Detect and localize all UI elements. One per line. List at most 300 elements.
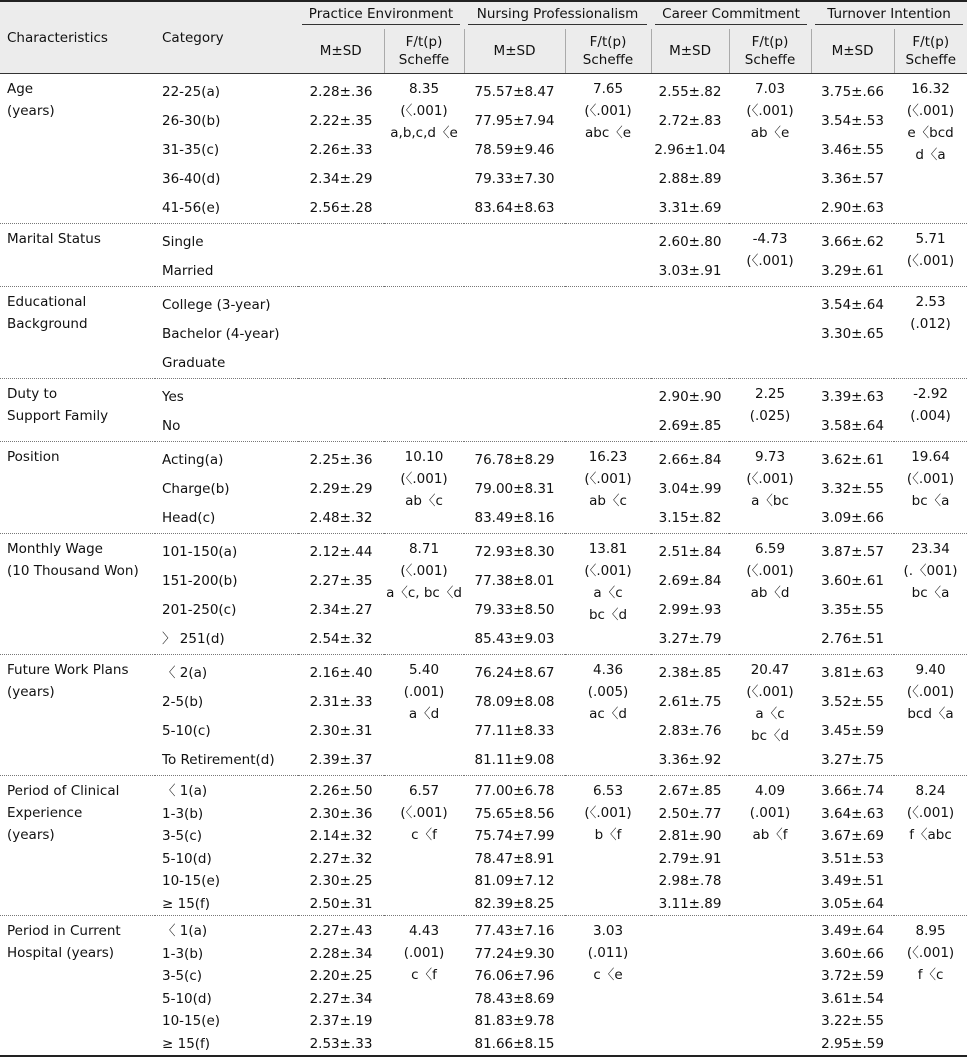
categories-value: 2-5(b) [162,694,204,710]
pe-value: 2.53±.33 [309,1035,373,1052]
np-stat-value: (〈.001) [584,805,632,821]
category-cell [155,916,298,1057]
cc-value: 2.55±.82 [658,84,722,100]
ti-value: 3.36±.57 [821,171,884,187]
table-row [0,74,967,224]
pe-value: 2.30±.25 [309,873,373,889]
ti-value: 3.39±.63 [821,389,884,405]
pe-stat-cell [384,287,464,379]
ti-value: 3.62±.61 [821,452,884,468]
cc-value: 3.31±.69 [658,200,722,216]
cc-value: 3.36±.92 [658,752,722,768]
cc-value: 3.11±.89 [658,895,722,912]
np-stat-value: bc〈d [588,607,628,623]
cc-stat-value: a〈c [755,706,785,722]
np-stat-value: 7.65 [592,81,624,97]
header-career-commitment: Career Commitment [651,1,811,29]
np-value: 77.00±6.78 [474,783,555,799]
pe-stat-cell [384,379,464,442]
np-value: 76.06±7.96 [474,968,555,984]
ti-msd-cell [811,442,894,534]
cc-stat-value: ab〈f [752,827,788,843]
characteristic-label: Period in Current [7,923,121,939]
categories-value: ≥ 15(f) [162,895,211,912]
categories-value: Married [162,263,214,279]
np-value: 75.74±7.99 [474,828,555,844]
categories-value: 3-5(c) [162,828,203,844]
characteristic-label: Experience [7,805,83,821]
characteristic-label: Duty to [7,386,58,402]
ti-stat-value: 23.34 [911,541,950,557]
ti-stat-cell [894,534,967,655]
ti-value: 3.05±.64 [821,895,884,912]
cc-stat-value: (〈.001) [746,471,794,487]
category-cell [155,287,298,379]
pe-stat-cell [384,442,464,534]
characteristic-label: Age [7,81,34,97]
categories-value: 10-15(e) [162,873,221,889]
ti-value: 3.60±.66 [821,945,884,962]
np-msd-cell [464,534,565,655]
pe-stat-cell [384,655,464,776]
ti-value: 3.35±.55 [821,602,884,618]
category-cell [155,655,298,776]
cc-stat-cell [729,916,811,1057]
categories-value: 151-200(b) [162,573,238,589]
pe-value: 2.28±.34 [309,945,373,962]
categories-value: Bachelor (4-year) [162,326,280,342]
ti-stat-value: 9.40 [915,662,946,678]
cc-stat-cell [729,379,811,442]
cc-msd-cell [651,287,729,379]
categories-value: 22-25(a) [162,84,221,100]
cc-stat-value: (.025) [749,408,791,424]
pe-stat-value: (〈.001) [400,805,448,821]
ti-stat-value: (〈.001) [906,684,955,700]
categories-value: To Retirement(d) [162,752,275,768]
np-stat-cell [565,916,651,1057]
cc-stat-value: ab〈d [750,585,790,601]
characteristic-label: Position [7,449,60,465]
np-stat-cell [565,287,651,379]
np-value: 78.09±8.08 [474,694,555,710]
categories-value: 〈 2(a) [162,665,208,681]
ti-value: 3.61±.54 [821,990,884,1007]
ti-stat-value: 8.24 [915,783,946,799]
cc-msd-cell [651,379,729,442]
ti-stat-value: 5.71 [915,231,946,247]
np-value: 77.11±8.33 [474,723,555,739]
cc-stat-value: -4.73 [752,231,788,247]
pe-stat-cell [384,534,464,655]
cc-msd-cell [651,655,729,776]
characteristic-cell [0,287,155,379]
cc-stat-value: 2.25 [755,386,786,402]
header-stat: F/t(p) Scheffe [384,29,464,74]
ti-stat-value: bcd〈a [907,706,954,722]
ti-value: 3.60±.61 [821,573,884,589]
ti-value: 3.51±.53 [821,850,884,867]
pe-msd-cell [298,379,384,442]
cc-value: 2.79±.91 [658,850,722,867]
characteristic-cell [0,379,155,442]
header-stat: F/t(p) Scheffe [729,29,811,74]
pe-stat-value: a〈d [408,706,440,722]
np-value: 85.43±9.03 [474,631,555,647]
np-stat-value: 13.81 [588,541,628,557]
categories-value: Single [162,234,204,250]
cc-stat-value: a〈bc [751,493,789,509]
category-cell [155,74,298,224]
np-stat-cell [565,534,651,655]
np-value: 79.33±7.30 [474,171,555,187]
pe-stat-value: 4.43 [408,923,440,939]
ti-value: 3.81±.63 [821,665,884,681]
pe-stat-value: a〈c, bc〈d [386,585,462,601]
categories-value: Yes [162,389,184,405]
np-value: 81.83±9.78 [474,1013,555,1029]
ti-stat-value: f〈abc [909,827,952,843]
ti-value: 3.29±.61 [821,263,884,279]
cc-stat-value: (〈.001) [746,103,794,119]
table-row [0,916,967,1057]
np-value: 78.43±8.69 [474,990,555,1007]
cc-value: 2.51±.84 [658,544,722,560]
characteristic-label: Support Family [7,408,109,424]
categories-value: 〈 1(a) [162,783,208,799]
cc-stat-cell [729,534,811,655]
pe-stat-value: 6.57 [408,783,440,799]
ti-stat-value: bc〈a [911,493,950,509]
categories-value: 5-10(c) [162,723,211,739]
ti-value: 3.45±.59 [821,723,884,739]
table-row [0,776,967,916]
categories-value: 41-56(e) [162,200,221,216]
cc-stat-value: 7.03 [755,81,786,97]
header-msd: M±SD [811,29,894,74]
ti-stat-cell [894,442,967,534]
ti-value: 3.49±.64 [821,923,884,939]
pe-msd-cell [298,287,384,379]
cc-value: 2.67±.85 [658,783,722,799]
categories-value: Acting(a) [162,452,224,468]
pe-msd-cell [298,916,384,1057]
cc-value: 2.69±.85 [658,418,722,434]
characteristic-label: Background [7,316,88,332]
np-msd-cell [464,379,565,442]
pe-value: 2.22±.35 [309,113,373,129]
cc-value: 3.27±.79 [658,631,722,647]
pe-stat-value: 8.35 [408,81,440,97]
table-row [0,534,967,655]
characteristic-label: Period of Clinical [7,783,120,799]
ti-value: 3.75±.66 [821,84,884,100]
np-value: 77.24±9.30 [474,945,555,962]
ti-value: 3.87±.57 [821,544,884,560]
ti-stat-value: bc〈a [911,585,950,601]
cc-msd-cell [651,442,729,534]
table-row [0,442,967,534]
ti-value: 3.67±.69 [821,828,884,844]
pe-msd-cell [298,655,384,776]
characteristic-cell [0,916,155,1057]
ti-stat-value: 8.95 [915,923,946,939]
ti-stat-value: (.004) [910,408,951,424]
pe-value: 2.14±.32 [309,828,373,844]
ti-msd-cell [811,916,894,1057]
cc-msd-cell [651,74,729,224]
np-stat-cell [565,224,651,287]
ti-stat-cell [894,776,967,916]
table-header [0,1,967,74]
cc-msd-cell [651,224,729,287]
np-msd-cell [464,776,565,916]
characteristic-label: Hospital (years) [7,945,115,961]
ti-msd-cell [811,74,894,224]
header-nursing-professionalism: Nursing Professionalism [464,1,651,29]
cc-value: 2.83±.76 [658,723,722,739]
table-row [0,379,967,442]
np-stat-value: (〈.001) [584,103,632,119]
category-cell [155,379,298,442]
characteristic-label: Monthly Wage [7,541,103,557]
pe-stat-value: (〈.001) [400,103,448,119]
pe-value: 2.30±.31 [309,723,373,739]
np-stat-value: 3.03 [592,923,624,939]
category-cell [155,776,298,916]
pe-stat-value: (.001) [403,684,445,700]
ti-value: 3.32±.55 [821,481,884,497]
cc-value: 2.72±.83 [658,113,722,129]
cc-stat-cell [729,442,811,534]
ti-value: 2.95±.59 [821,1035,884,1052]
ti-value: 3.66±.62 [821,234,884,250]
categories-value: 201-250(c) [162,602,237,618]
pe-stat-value: 10.10 [404,449,444,465]
characteristic-cell [0,534,155,655]
categories-value: Head(c) [162,510,216,526]
np-value: 78.47±8.91 [474,850,555,867]
categories-value: 31-35(c) [162,142,220,158]
characteristic-cell [0,655,155,776]
ti-stat-cell [894,224,967,287]
header-characteristics: Characteristics [0,1,155,74]
np-stat-value: abc〈e [584,125,632,141]
cc-stat-cell [729,74,811,224]
ti-value: 3.49±.51 [821,873,884,889]
header-practice-environment: Practice Environment [298,1,464,29]
np-stat-value: (〈.001) [584,471,632,487]
ti-value: 3.58±.64 [821,418,884,434]
ti-msd-cell [811,379,894,442]
cc-value: 2.90±.90 [658,389,722,405]
characteristic-cell [0,442,155,534]
ti-value: 3.30±.65 [821,326,884,342]
pe-msd-cell [298,442,384,534]
cc-stat-value: 4.09 [755,783,786,799]
np-value: 75.57±8.47 [474,84,555,100]
pe-value: 2.27±.34 [309,990,373,1007]
np-stat-value: (.005) [587,684,629,700]
cc-value: 2.69±.84 [658,573,722,589]
cc-value: 2.61±.75 [658,694,722,710]
cc-stat-value: 20.47 [750,662,790,678]
cc-stat-cell [729,655,811,776]
pe-value: 2.54±.32 [309,631,373,647]
header-msd: M±SD [298,29,384,74]
categories-value: 101-150(a) [162,544,238,560]
cc-msd-cell [651,916,729,1057]
cc-stat-value: bc〈d [751,728,790,744]
pe-stat-cell [384,916,464,1057]
cc-value: 2.81±.90 [658,828,722,844]
categories-value: 5-10(d) [162,850,212,867]
pe-value: 2.50±.31 [309,895,373,912]
pe-value: 2.28±.36 [309,84,373,100]
categories-value: 3-5(c) [162,968,203,984]
ti-value: 3.09±.66 [821,510,884,526]
header-category: Category [155,1,298,74]
categories-value: 10-15(e) [162,1013,221,1029]
categories-value: Charge(b) [162,481,230,497]
np-stat-value: ac〈d [589,706,627,722]
pe-stat-value: 8.71 [408,541,440,557]
np-value: 77.95±7.94 [474,113,555,129]
ti-msd-cell [811,224,894,287]
ti-stat-cell [894,655,967,776]
ti-stat-value: e〈bcd [907,125,954,141]
categories-value: 5-10(d) [162,990,212,1007]
np-stat-value: 6.53 [592,783,624,799]
cc-stat-value: ab〈e [750,125,790,141]
categories-value: 26-30(b) [162,113,221,129]
ti-stat-cell [894,287,967,379]
pe-value: 2.26±.33 [309,142,373,158]
cc-value: 2.38±.85 [658,665,722,681]
pe-stat-value: c〈f [411,827,437,843]
characteristic-label: (years) [7,103,55,119]
cc-stat-cell [729,287,811,379]
header-turnover-intention: Turnover Intention [811,1,967,29]
ti-stat-value: (〈.001) [906,945,955,961]
pe-msd-cell [298,776,384,916]
pe-value: 2.48±.32 [309,510,373,526]
pe-stat-cell [384,224,464,287]
pe-value: 2.27±.32 [309,850,373,867]
ti-msd-cell [811,655,894,776]
characteristic-label: (years) [7,684,55,700]
cc-stat-cell [729,224,811,287]
pe-value: 2.26±.50 [309,783,373,799]
cc-value: 2.99±.93 [658,602,722,618]
cc-stat-value: (〈.001) [746,684,794,700]
np-value: 81.11±9.08 [474,752,555,768]
np-value: 79.33±8.50 [474,602,555,618]
pe-stat-value: (〈.001) [400,563,448,579]
cc-stat-value: (〈.001) [746,563,794,579]
header-stat: F/t(p) Scheffe [894,29,967,74]
pe-stat-value: (.001) [403,945,445,961]
ti-value: 3.52±.55 [821,694,884,710]
pe-stat-cell [384,776,464,916]
pe-value: 2.27±.35 [309,573,373,589]
np-stat-value: (〈.001) [584,563,632,579]
np-stat-value: 16.23 [588,449,628,465]
cc-value: 2.66±.84 [658,452,722,468]
pe-value: 2.34±.27 [309,602,373,618]
categories-value: 1-3(b) [162,945,204,962]
cc-stat-value: (〈.001) [746,253,794,269]
category-cell [155,442,298,534]
pe-value: 2.34±.29 [309,171,373,187]
ti-stat-value: f〈c [917,967,944,983]
category-cell [155,534,298,655]
pe-value: 2.20±.25 [309,968,373,984]
np-stat-cell [565,379,651,442]
pe-value: 2.27±.43 [309,923,373,939]
ti-stat-value: (.〈001) [903,563,958,579]
cc-stat-value: 6.59 [755,541,786,557]
np-msd-cell [464,655,565,776]
ti-msd-cell [811,287,894,379]
pe-msd-cell [298,224,384,287]
table-row [0,655,967,776]
np-value: 76.24±8.67 [474,665,555,681]
np-stat-cell [565,655,651,776]
characteristic-label: (10 Thousand Won) [7,563,139,579]
np-value: 83.64±8.63 [474,200,555,216]
pe-value: 2.16±.40 [309,665,373,681]
np-msd-cell [464,224,565,287]
ti-value: 3.27±.75 [821,752,884,768]
np-value: 76.78±8.29 [474,452,555,468]
pe-value: 2.30±.36 [309,805,373,822]
cc-value: 2.98±.78 [658,873,722,889]
np-value: 77.43±7.16 [474,923,555,939]
ti-stat-value: -2.92 [913,386,948,402]
ti-stat-value: (〈.001) [906,103,955,119]
np-stat-value: b〈f [594,827,622,843]
ti-value: 2.76±.51 [821,631,884,647]
cc-msd-cell [651,534,729,655]
ti-stat-value: (.012) [910,316,951,332]
ti-value: 3.64±.63 [821,805,884,822]
ti-value: 3.54±.53 [821,113,884,129]
categories-value: No [162,418,181,434]
ti-value: 3.72±.59 [821,968,884,984]
cc-value: 3.04±.99 [658,481,722,497]
characteristic-label: Educational [7,294,87,310]
np-value: 82.39±8.25 [474,895,555,912]
np-msd-cell [464,916,565,1057]
characteristic-label: Marital Status [7,231,101,247]
np-value: 77.38±8.01 [474,573,555,589]
np-stat-value: (.011) [587,945,629,961]
pe-value: 2.12±.44 [309,544,373,560]
pe-msd-cell [298,74,384,224]
ti-stat-value: 19.64 [911,449,950,465]
categories-value: ≥ 15(f) [162,1035,211,1052]
categories-value: Graduate [162,355,226,371]
pe-value: 2.25±.36 [309,452,373,468]
ti-stat-value: (〈.001) [906,471,955,487]
ti-stat-value: 2.53 [915,294,946,310]
categories-value: 1-3(b) [162,805,204,822]
header-msd: M±SD [464,29,565,74]
characteristic-label: (years) [7,827,55,843]
table-row [0,287,967,379]
cc-value: 2.60±.80 [658,234,722,250]
